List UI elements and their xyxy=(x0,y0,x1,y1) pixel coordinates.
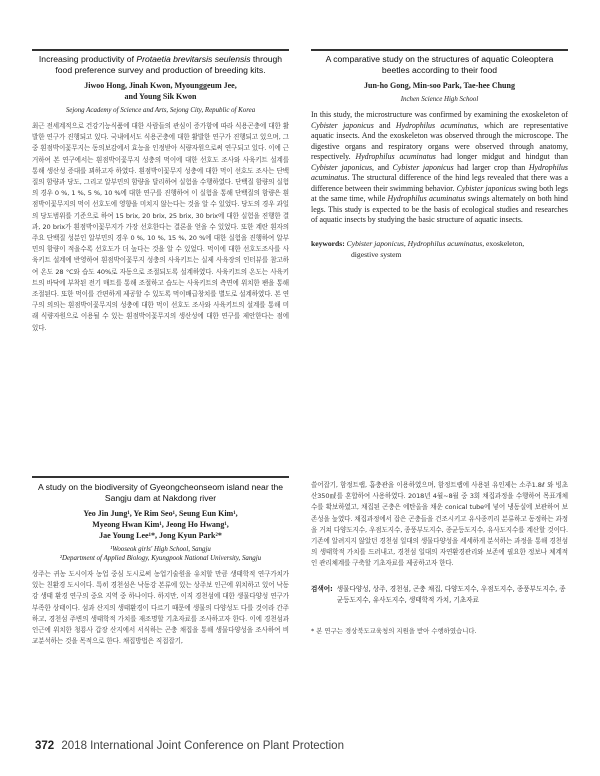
species-name: Cybister japonicus xyxy=(392,162,454,172)
abstract-3 xyxy=(32,482,289,647)
abstract-2-keywords: keywords: Cybister japonicus, Hydrophilus acuminatus, exoskeleton, digestive system xyxy=(311,238,525,259)
abstract-2-affiliation: Inchen Science High School xyxy=(400,96,479,103)
species-name: Hydrophilus acuminatus xyxy=(311,162,568,182)
abstract-1-authors: Jiwoo Hong, Jinah Kwon, Myounggeum Jee, and Young Sik Kwon xyxy=(84,81,237,101)
species-name: Hydrophilus acuminatus xyxy=(395,120,477,130)
abstract-3-footnote: * 본 연구는 경상북도교육청의 지원을 받아 수행하였습니다. xyxy=(311,626,477,635)
abstract-2-authors: Jun-ho Gong, Min-soo Park, Tae-hee Chung xyxy=(364,81,515,90)
species-name: Cybister japonicus xyxy=(311,120,374,130)
abstract-1-body: 최근 전세계적으로 건강기능식품에 대한 사람들의 관심이 증가함에 따라 식용곤충에 대한 활발한 연구가 진행되고 있다. 국내에서도 식용곤충에 대한 활발한 연구가 진행되고 있으며, 그 중 흰점박이꽃무지는 동의보감에서 효능을 인정받아 식량자원으로써 연구되고 있다. 이에 근거하여 본 연구에서는 흰점박이꽃무지 성충의 먹이에 대한 선호도 조사와 사육키트 설계를 통해 생산성 증대를 꾀하고자 하였다. 흰점박이꽃무지 성충에 대한 먹이 선호도 조사는 단백질의 함량과 당도, 그리고 알부민의 함량을 달리하여 실험을 수행하였다. 단백질 함량의 실험의 경우 0 %, 1 %, 5 %, 10 %에 대한 연구를 진행하여 이 실험을 통해 단백질의 함량은 흰점박이꽃무지의 먹이 선호도에 영향을 미치지 않는다는 것을 알 수 있었다. 당도의 경우 과일의 당도범위를 기준으로 하여 15 brix, 20 brix, 25 brix, 30 brix에 대한 실험을 진행한 결과, 20 brix가 흰점박이꽃무지가 가장 선호한다는 결론을 얻을 수 있었다. 또한 계란 흰자의 주요 단백질 성분인 알부민의 경우 0 %, 10 %, 15 %, 20 %에 대한 실험을 진행하여 알부민의 함량이 적을수록 선호도가 더 높다는 것을 알 수 있었다. 먹이에 대한 선호도조사를 사육키트 설계에 반영하여 흰점박이꽃무지 성충의 사육키트는 실제 사육장의 인터뷰를 참고하여 온도 28 °C와 습도 40%로 자동으로 조절되도록 설계하였다. 사육키트의 온도는 사육키트의 바닥에 부착된 전기 매트를 통해 조절하고 습도는 사육키트의 측면에 위치한 팬을 통해 조절된다. 또한 먹이를 간편하게 제공할 수 있도록 먹이배급창치를 별도로 설계하였다. 본 연구의 의의는 흰점박이꽃무지의 성충에 대한 먹이 선호도 조사와 사육키트의 설계를 통해 미래 식량자원으로 이용될 수 있는 흰점박이꽃무지의 생산성에 대한 연구를 제안한다는 점에 있다. xyxy=(32,122,289,332)
abstract-3-title: A study on the biodiversity of Gyeongcheonseom island near the Sangju dam at Nakdong river xyxy=(37,482,284,503)
abstract-1 xyxy=(32,54,289,334)
abstract-2 xyxy=(311,54,568,260)
body-text: , and xyxy=(372,162,393,172)
species-name: Hydrophilus acuminatus xyxy=(387,194,466,203)
body-text: , which are representative aquatic insects. And the exoskeleton was observed through the microscope. The digestive organs and respiratory organs were observed through anatomy, respectively. xyxy=(311,120,568,161)
abstract-1-title: Increasing productivity of Protaetia brevitarsis seulensis through food preference survey and production of breeding kits. xyxy=(38,54,283,75)
top-rule-left xyxy=(32,49,289,51)
abstract-3-affiliation: ¹Wooseok girls' High School, Sangju ²Department of Applied Biology, Kyungpook National University, Sangju xyxy=(59,546,262,562)
abstract-1-affiliation: Sejong Academy of Science and Arts, Sejong City, Republic of Korea xyxy=(65,107,256,114)
body-text: . The structural difference of the hind legs revealed that there was a difference between their swimming behavior. xyxy=(311,173,568,193)
body-text: swing both legs at the same time, while xyxy=(311,183,568,203)
abstract-2-title: A comparative study on the structures of aquatic Coleoptera beetles according to their food xyxy=(325,54,554,75)
abstract-3-body-right: 쓸어잡기, 함정트랩, 흡충관을 이용하였으며, 함정트랩에 사용된 유인제는 소주1.8ℓ 와 빙초산350㎖를 혼합하여 사용하였다. 2018년 4월~8월 중 3회 채집과정을 수행하여 목표개체수를 확보하였고, 채집된 곤충은 에탄올을 채운 conical tube에 넣어 냉동실에 보관하여 보존성을 높였다. 채집과정에서 잡은 곤충들을 건조시키고 유사종끼리 분류하고 동정하는 과정을 거쳐 다양도지수, 우점도지수, 종풍부도지수, 종균등도지수, 유사도지수를 계산할 것이다. 기존에 알려지지 않았던 경천섬 일대의 생물다양성을 세세하게 분석하는 과정을 통해 경천섬의 생태학적 가치를 드러내고, 경천섬 일대의 자연환경관리와 보존에 필요한 정보나 체계적인 관리체계를 구축할 기초자료를 제공하고자 한다. xyxy=(311,481,568,568)
abstract-2-body xyxy=(311,110,568,226)
body-text: and xyxy=(373,120,396,130)
species-name: Cybister japonicus xyxy=(456,183,517,193)
page-number: 372 xyxy=(35,740,55,752)
abstract-3-keywords: 검색어: 생물다양성, 상주, 경천섬, 곤충 채집, 다양도지수, 우점도지수, 종풍부도지수, 종균등도지수, 유사도지수, 생태학적 가치, 기초자료 xyxy=(311,584,566,604)
abstract-3-authors: Yeo Jin Jung¹, Ye Rim Seo¹, Seung Eun Kim¹, Myeong Hwan Kim¹, Jeong Ho Hwang¹, Jae Young Lee¹*, Jong Kyun Park²* xyxy=(83,509,238,540)
body-text: had larger crop than xyxy=(453,162,529,172)
species-name: Cybister japonicus xyxy=(311,162,373,172)
body-text: swings alternately on both hind legs. This study is expected to be the basis of ecological studies and researches of aquatic insects by studying the basic structure of aquatic insects. xyxy=(311,194,568,224)
conference-name: 2018 International Joint Conference on Plant Protection xyxy=(61,740,344,752)
abstract-3-continued xyxy=(311,480,568,636)
top-rule-right xyxy=(311,49,568,51)
body-text: had longer midgut and hindgut than xyxy=(435,152,568,161)
abstract-3-body-left: 상주는 귀농 도시이자 농업 중심 도시로써 농업기술원을 유치할 만큼 생태학적 연구가치가 있는 친환경 도시이다. 특히 경천섬은 낙동강 본류에 있는 상주보 인근에 위치하고 있어 낙동강 생태 환경 연구의 중요 지역 중 하나이다. 하지만, 이직 경천섬에 대한 생물다양성 연구가 부족한 상태이다. 섬과 산지의 생태환경이 다르기 때문에 생물의 다양성도 다를 것이라 간주하고, 경천섬 주변의 생태학적 가치를 재조명할 기초자료를 조사하고자 한다. 이에 경천섬과 인근에 위치한 청룡사 갑장 산지에서 서식하는 곤충 채집을 통해 생물다양성을 조사하여 비교분석하는 것을 목적으로 한다. 채집방법은 직접잡기, xyxy=(32,570,289,646)
page-footer xyxy=(35,740,344,752)
body-text: In this study, the microstructure was confirmed by examining the exoskeleton of xyxy=(311,110,568,119)
species-name: Hydrophilus acuminatus xyxy=(355,152,436,161)
mid-rule-left xyxy=(32,476,289,478)
